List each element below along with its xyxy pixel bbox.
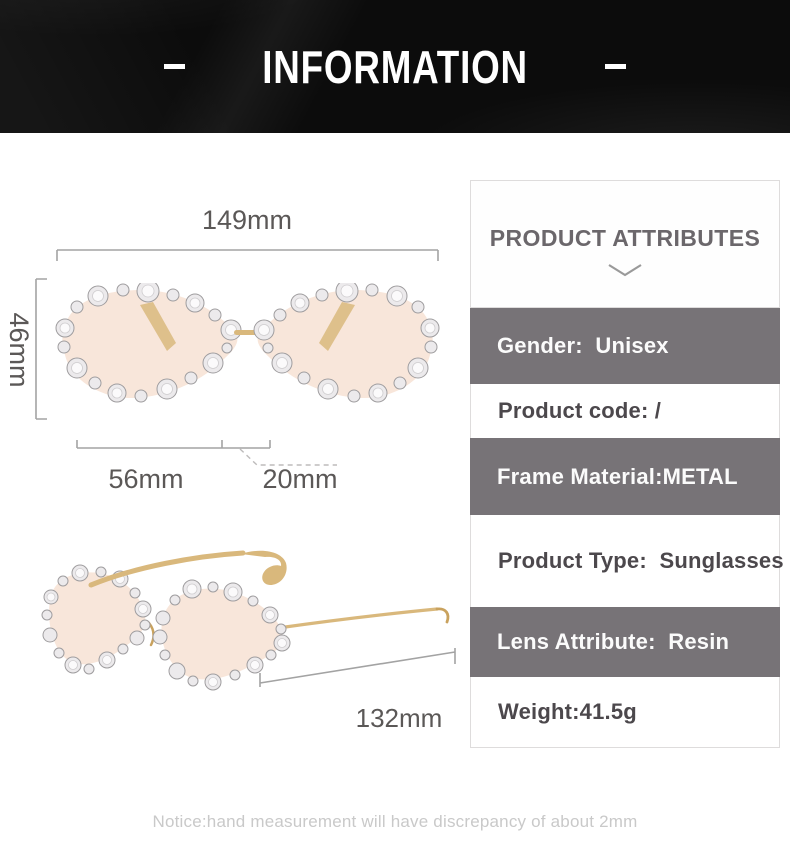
attribute-row-weight xyxy=(470,677,780,748)
bridge-width-label: 20mm xyxy=(262,464,338,494)
lens-width-label: 56mm xyxy=(108,464,184,494)
attribute-row-gender xyxy=(470,308,780,384)
panel-title: PRODUCT ATTRIBUTES xyxy=(489,224,761,251)
attribute-text: Lens Attribute: Resin xyxy=(497,629,730,654)
information-banner xyxy=(0,0,790,133)
banner-dash-left xyxy=(164,64,185,69)
banner-title: INFORMATION xyxy=(262,40,528,93)
total-width-label: 149mm xyxy=(201,205,293,235)
panel-header xyxy=(470,180,780,308)
banner-dash-right xyxy=(605,64,626,69)
chevron-down-icon xyxy=(607,263,643,278)
attribute-text: Product code: / xyxy=(498,398,662,423)
attribute-text: Gender: Unisex xyxy=(497,333,669,358)
product-attributes-panel xyxy=(470,180,784,748)
attribute-row-product-code xyxy=(470,384,780,438)
temple-length-label: 132mm xyxy=(355,703,443,733)
notice-text: Notice:hand measurement will have discrepancy of about 2mm xyxy=(152,812,638,831)
lens-height-label: 46mm xyxy=(4,312,34,388)
attribute-text: Product Type: Sunglasses xyxy=(498,548,784,573)
attribute-row-product-type xyxy=(470,515,784,607)
temple-length-bracket xyxy=(255,640,460,700)
attribute-row-frame-material xyxy=(470,438,780,515)
attribute-text: Weight:41.5g xyxy=(498,699,637,724)
front-glasses-image xyxy=(55,283,440,413)
total-width-bracket xyxy=(55,244,440,264)
attribute-row-lens-attribute xyxy=(470,607,780,677)
attribute-text: Frame Material:METAL xyxy=(497,463,738,489)
